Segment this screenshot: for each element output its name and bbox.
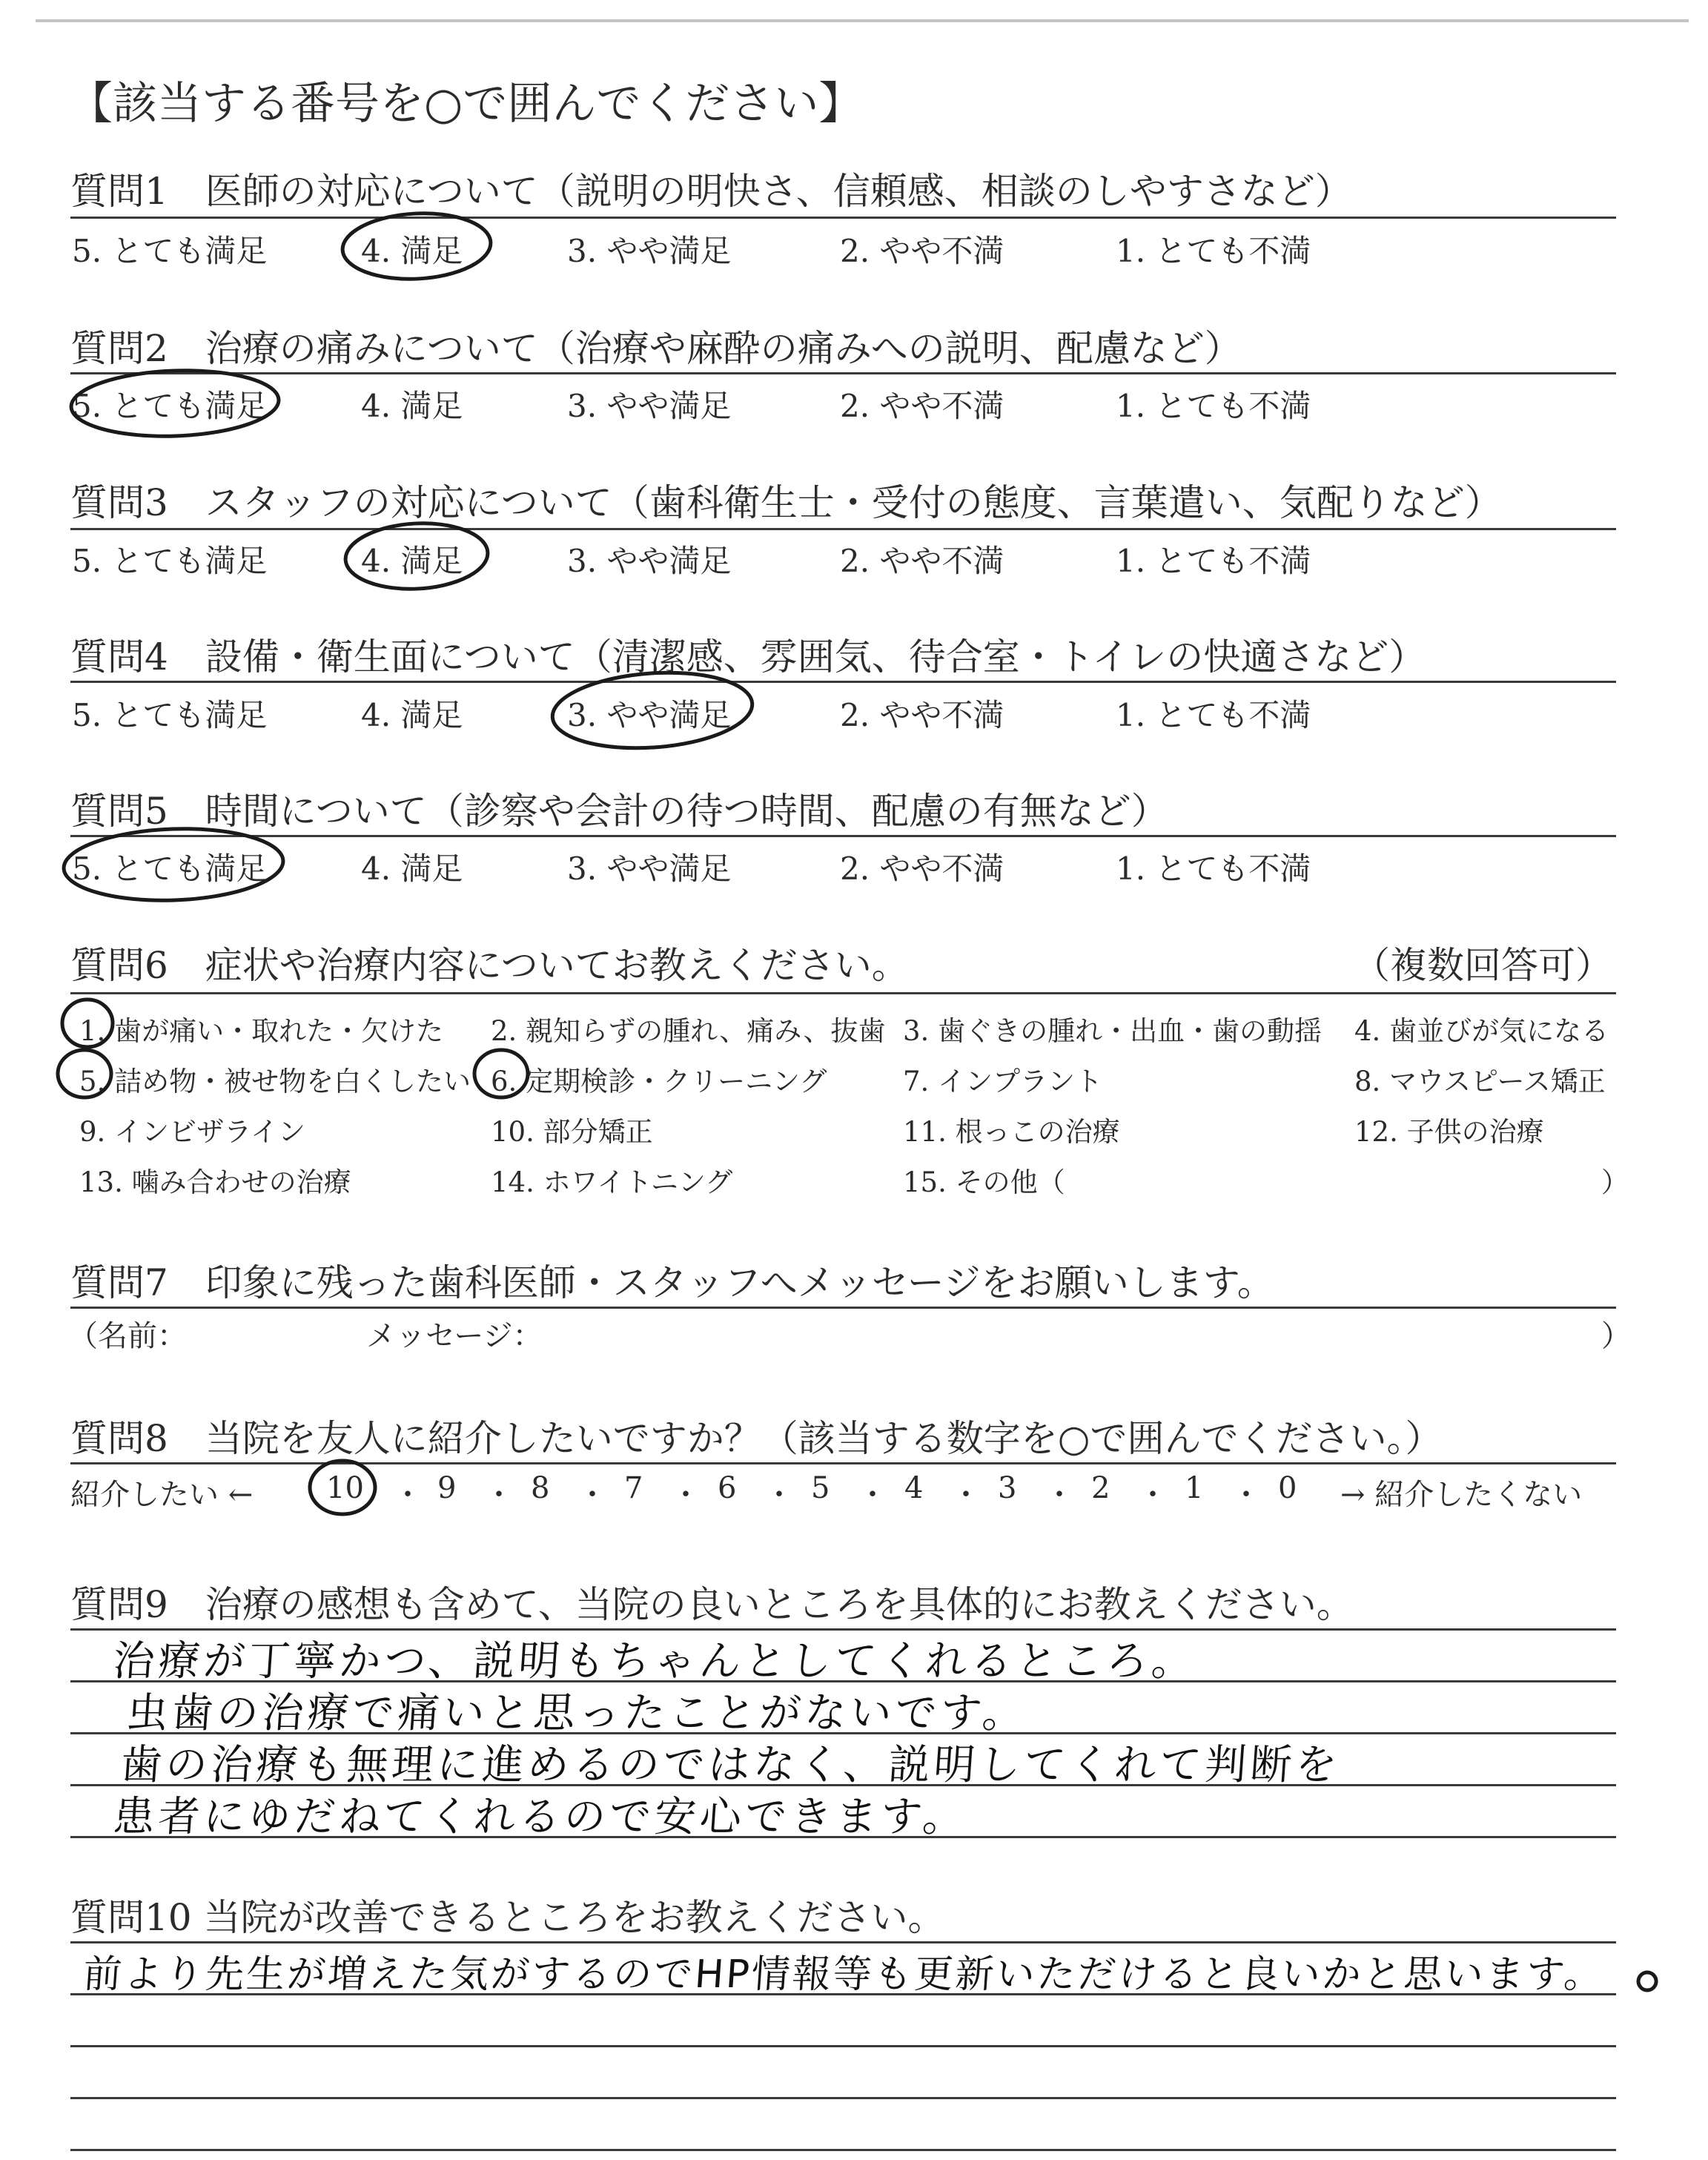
q6-option-8[interactable]: 8. マウスピース矯正 <box>1354 1066 1606 1097</box>
q9-title: 質問9 治療の感想も含めて、当院の良いところを具体的にお教えください。 <box>70 1583 1354 1626</box>
q2-selected-circle <box>70 367 280 440</box>
q9-answer-line-3: 歯の治療も無理に進めるのではなく、説明してくれて判断を <box>119 1741 1343 1789</box>
q1-selected-circle <box>341 210 492 283</box>
q8-scale-4[interactable]: 4 <box>904 1471 924 1505</box>
q9-answer-line-1: 治療が丁寧かつ、説明もちゃんとしてくれるところ。 <box>111 1637 1199 1685</box>
q8-scale-8[interactable]: 8 <box>531 1471 550 1505</box>
q3-option-4[interactable]: 4. 満足 <box>361 543 463 579</box>
q2-option-4[interactable]: 4. 満足 <box>361 388 463 424</box>
q6-option-6[interactable]: 6. 定期検診・クリーニング <box>491 1066 827 1097</box>
q8-sep: ・ <box>951 1478 981 1512</box>
q8-scale-0[interactable]: 0 <box>1278 1471 1297 1505</box>
q5-option-1[interactable]: 1. とても不満 <box>1116 851 1311 887</box>
q8-left-label: 紹介したい ← <box>70 1478 254 1512</box>
q3-option-3[interactable]: 3. やや満足 <box>567 543 732 579</box>
q6-option-7[interactable]: 7. インプラント <box>903 1066 1103 1097</box>
q5-selected-circle <box>62 825 284 904</box>
q4-option-1[interactable]: 1. とても不満 <box>1116 697 1311 733</box>
q6-option-3[interactable]: 3. 歯ぐきの腫れ・出血・歯の動揺 <box>903 1015 1323 1047</box>
q1-option-4[interactable]: 4. 満足 <box>361 233 463 269</box>
q6-option-5-circle <box>58 1050 111 1097</box>
q1-option-3[interactable]: 3. やや満足 <box>567 233 732 269</box>
q8-sep: ・ <box>858 1478 887 1512</box>
q8-scale-5[interactable]: 5 <box>811 1471 830 1505</box>
q7-close: ） <box>1601 1319 1631 1353</box>
q6-title: 質問6 症状や治療内容についてお教えください。 <box>70 944 909 987</box>
q4-option-4[interactable]: 4. 満足 <box>361 697 463 733</box>
q6-option-9[interactable]: 9. インビザライン <box>79 1116 305 1148</box>
q8-title: 質問8 当院を友人に紹介したいですか？（該当する数字を○で囲んでください。） <box>70 1417 1443 1460</box>
q8-scale-10[interactable]: 10 <box>326 1471 364 1505</box>
q8-right-label: → 紹介したくない <box>1340 1478 1583 1512</box>
q2-option-3[interactable]: 3. やや満足 <box>567 388 732 424</box>
q10-period-mark <box>1638 1972 1656 1990</box>
q1-option-1[interactable]: 1. とても不満 <box>1116 233 1311 269</box>
q3-option-5[interactable]: 5. とても満足 <box>72 543 268 579</box>
q6-option-5[interactable]: 5. 詰め物・被せ物を白くしたい <box>79 1066 471 1097</box>
q8-sep: ・ <box>393 1478 423 1512</box>
q6-option-13[interactable]: 13. 噛み合わせの治療 <box>79 1166 351 1198</box>
q3-option-1[interactable]: 1. とても不満 <box>1116 543 1311 579</box>
q2-option-1[interactable]: 1. とても不満 <box>1116 388 1311 424</box>
q7-name-label: （名前： <box>68 1319 187 1353</box>
q7-title: 質問7 印象に残った歯科医師・スタッフへメッセージをお願いします。 <box>70 1261 1274 1304</box>
q6-option-4[interactable]: 4. 歯並びが気になる <box>1354 1015 1609 1047</box>
q10-answer-line-1: 前より先生が増えた気がするのでHP情報等も更新いただけると良いかと思います。 <box>82 1952 1606 1997</box>
q8-sep: ・ <box>1231 1478 1261 1512</box>
q6-option-10[interactable]: 10. 部分矯正 <box>491 1116 653 1148</box>
q2-title: 質問2 治療の痛みについて（治療や麻酔の痛みへの説明、配慮など） <box>70 327 1242 370</box>
q8-scale-9[interactable]: 9 <box>437 1471 457 1505</box>
q8-sep: ・ <box>671 1478 701 1512</box>
q9-answer-line-2: 虫歯の治療で痛いと思ったことがないです。 <box>125 1689 1030 1737</box>
q3-title: 質問3 スタッフの対応について（歯科衛生士・受付の態度、言葉遣い、気配りなど） <box>70 481 1502 524</box>
q8-scale-6[interactable]: 6 <box>718 1471 737 1505</box>
q7-message-label: メッセージ： <box>366 1319 543 1353</box>
q3-option-2[interactable]: 2. やや不満 <box>840 543 1004 579</box>
q4-selected-circle <box>550 667 755 755</box>
q5-title: 質問5 時間について（診察や会計の待つ時間、配慮の有無など） <box>70 790 1168 833</box>
q8-scale-1[interactable]: 1 <box>1185 1471 1204 1505</box>
q5-option-4[interactable]: 4. 満足 <box>361 851 463 887</box>
q2-option-5[interactable]: 5. とても満足 <box>72 388 268 424</box>
q6-option-1[interactable]: 1. 歯が痛い・取れた・欠けた <box>79 1015 444 1047</box>
q10-title: 質問10 当院が改善できるところをお教えください。 <box>70 1896 945 1939</box>
q6-option-14[interactable]: 14. ホワイトニング <box>491 1166 733 1198</box>
q6-multiple-note: （複数回答可） <box>1353 944 1612 987</box>
q8-sep: ・ <box>1138 1478 1168 1512</box>
q8-scale-2[interactable]: 2 <box>1091 1471 1110 1505</box>
q8-scale-7[interactable]: 7 <box>624 1471 643 1505</box>
q4-title: 質問4 設備・衛生面について（清潔感、雰囲気、待合室・トイレの快適さなど） <box>70 635 1426 678</box>
q1-title: 質問1 医師の対応について（説明の明快さ、信頼感、相談のしやすさなど） <box>70 170 1352 213</box>
q1-option-2[interactable]: 2. やや不満 <box>840 233 1004 269</box>
q5-option-3[interactable]: 3. やや満足 <box>567 851 732 887</box>
instruction-heading: 【該当する番号を○で囲んでください】 <box>68 78 864 130</box>
q8-sep: ・ <box>577 1478 607 1512</box>
q8-sep: ・ <box>764 1478 794 1512</box>
q6-option-6-circle <box>474 1050 528 1097</box>
q6-option-12[interactable]: 12. 子供の治療 <box>1354 1116 1544 1148</box>
q6-option-15[interactable]: 15. その他（ <box>903 1166 1065 1198</box>
q8-sep: ・ <box>1045 1478 1074 1512</box>
q1-option-5[interactable]: 5. とても満足 <box>72 233 268 269</box>
q4-option-3[interactable]: 3. やや満足 <box>567 697 732 733</box>
q3-selected-circle <box>344 520 489 592</box>
q8-sep: ・ <box>484 1478 514 1512</box>
q5-option-2[interactable]: 2. やや不満 <box>840 851 1004 887</box>
q8-selected-circle <box>310 1461 375 1514</box>
q4-option-2[interactable]: 2. やや不満 <box>840 697 1004 733</box>
q6-other-close: ） <box>1601 1166 1629 1198</box>
q6-option-2[interactable]: 2. 親知らずの腫れ、痛み、抜歯 <box>491 1015 886 1047</box>
q8-scale-3[interactable]: 3 <box>998 1471 1017 1505</box>
q6-option-1-circle <box>62 1000 113 1047</box>
q2-option-2[interactable]: 2. やや不満 <box>840 388 1004 424</box>
q6-option-11[interactable]: 11. 根っこの治療 <box>903 1116 1120 1148</box>
q4-option-5[interactable]: 5. とても満足 <box>72 697 268 733</box>
q5-option-5[interactable]: 5. とても満足 <box>72 851 268 887</box>
q9-answer-line-4: 患者にゆだねてくれるので安心できます。 <box>111 1793 970 1841</box>
